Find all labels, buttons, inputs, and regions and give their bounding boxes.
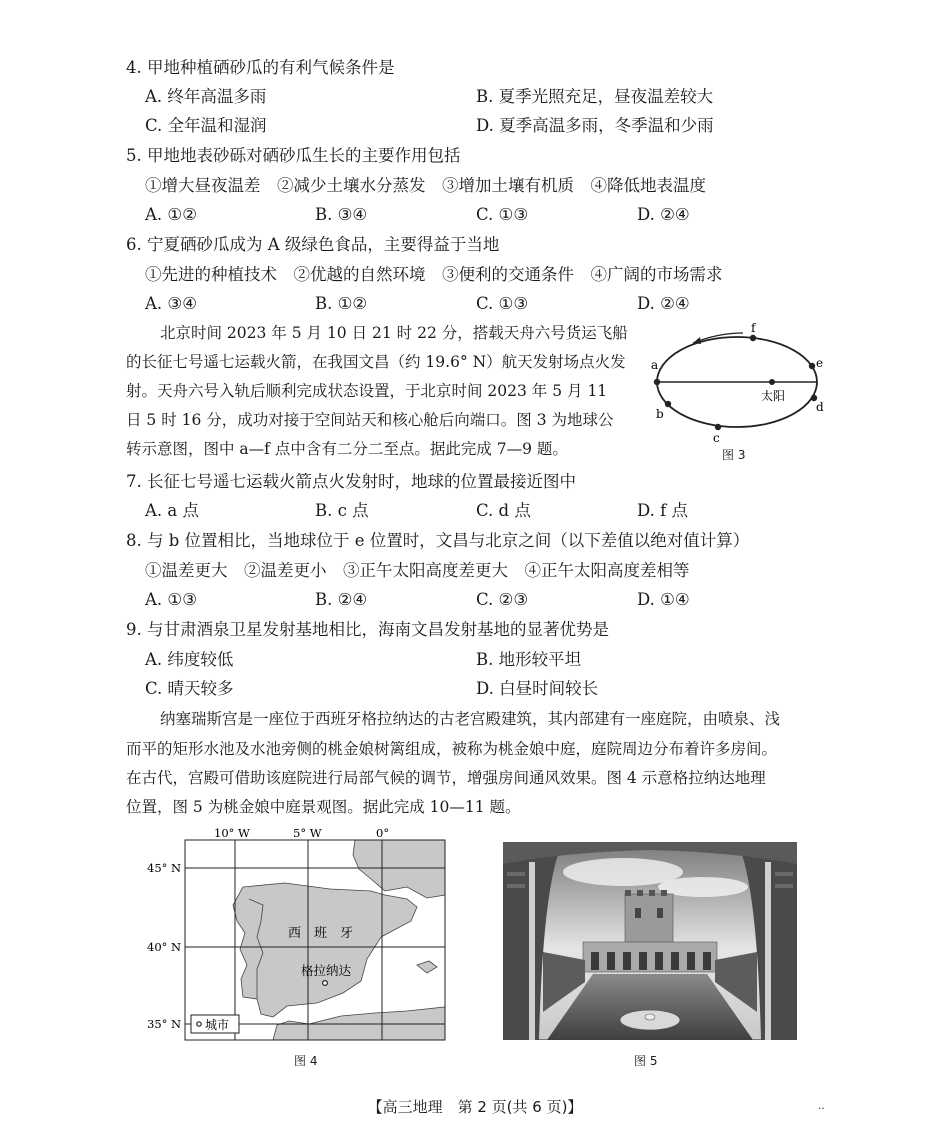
city-marker bbox=[323, 981, 328, 986]
q4-option-b[interactable]: B. 夏季光照充足，昼夜温差较大 bbox=[476, 87, 714, 106]
q7-option-c[interactable]: C. d 点 bbox=[476, 501, 531, 520]
q4-stem: 4. 甲地种植硒砂瓜的有利气候条件是 bbox=[126, 58, 395, 77]
label-c: c bbox=[713, 431, 720, 445]
country-label: 西 班 牙 bbox=[288, 926, 354, 941]
q8-items: ①温差更大 ②温差更小 ③正午太阳高度差更大 ④正午太阳高度差相等 bbox=[145, 561, 690, 580]
fig4-map bbox=[145, 825, 455, 1043]
q6-option-b[interactable]: B. ①② bbox=[315, 294, 368, 313]
lat-label: 35° N bbox=[147, 1017, 182, 1031]
q9-option-a[interactable]: A. 纬度较低 bbox=[145, 650, 234, 669]
lon-label: 0° bbox=[376, 826, 390, 840]
q4-option-d[interactable]: D. 夏季高温多雨，冬季温和少雨 bbox=[476, 116, 714, 135]
sun-label: 太阳 bbox=[761, 389, 786, 403]
q5-items: ①增大昼夜温差 ②减少土壤水分蒸发 ③增加土壤有机质 ④降低地表温度 bbox=[145, 176, 706, 195]
city-label: 格拉纳达 bbox=[301, 963, 352, 978]
passage1-line: 转示意图，图中 a—f 点中含有二分二至点。据此完成 7—9 题。 bbox=[126, 440, 568, 458]
orbit-point-f bbox=[750, 335, 756, 341]
q9-stem: 9. 与甘肃酒泉卫星发射基地相比，海南文昌发射基地的显著优势是 bbox=[126, 620, 609, 639]
fig4-caption: 图 4 bbox=[294, 1054, 318, 1068]
q5-stem: 5. 甲地地表砂砾对硒砂瓜生长的主要作用包括 bbox=[126, 146, 461, 165]
fig3-caption: 图 3 bbox=[722, 448, 746, 462]
q4-option-a[interactable]: A. 终年高温多雨 bbox=[145, 87, 267, 106]
lon-label: 10° W bbox=[214, 826, 250, 840]
q8-option-c[interactable]: C. ②③ bbox=[476, 590, 529, 609]
orbit-point-a bbox=[654, 379, 660, 385]
orbit-point-c bbox=[715, 424, 721, 430]
lat-label: 45° N bbox=[147, 861, 182, 875]
passage1-line: 北京时间 2023 年 5 月 10 日 21 时 22 分，搭载天舟六号货运飞船 bbox=[160, 324, 628, 342]
q5-option-d[interactable]: D. ②④ bbox=[637, 205, 690, 224]
lat-label: 40° N bbox=[147, 940, 182, 954]
passage2-line: 位置，图 5 为桃金娘中庭景观图。据此完成 10—11 题。 bbox=[126, 798, 521, 816]
arrowhead-icon bbox=[693, 337, 701, 344]
passage1-line: 日 5 时 16 分，成功对接于空间站天和核心舱后向端口。图 3 为地球公 bbox=[126, 411, 614, 429]
legend-label: 城市 bbox=[205, 1018, 230, 1032]
q7-option-d[interactable]: D. f 点 bbox=[637, 501, 688, 520]
label-e: e bbox=[816, 356, 824, 370]
passage2-line: 而平的矩形水池及水池旁侧的桃金娘树篱组成，被称为桃金娘中庭，庭院周边分布着许多房间。 bbox=[126, 740, 778, 758]
sun-dot bbox=[769, 379, 775, 385]
q9-option-b[interactable]: B. 地形较平坦 bbox=[476, 650, 582, 669]
passage2-line: 纳塞瑞斯宫是一座位于西班牙格拉纳达的古老宫殿建筑，其内部建有一座庭院，由喷泉、浅 bbox=[160, 710, 781, 728]
lon-label: 5° W bbox=[293, 826, 322, 840]
q9-option-c[interactable]: C. 晴天较多 bbox=[145, 679, 234, 698]
q5-option-b[interactable]: B. ③④ bbox=[315, 205, 368, 224]
q8-stem: 8. 与 b 位置相比，当地球位于 e 位置时，文昌与北京之间（以下差值以绝对值计算） bbox=[126, 531, 750, 550]
q6-items: ①先进的种植技术 ②优越的自然环境 ③便利的交通条件 ④广阔的市场需求 bbox=[145, 265, 723, 284]
q9-option-d[interactable]: D. 白昼时间较长 bbox=[476, 679, 599, 698]
label-a: a bbox=[651, 358, 659, 372]
passage2-line: 在古代，宫殿可借助该庭院进行局部气候的调节，增强房间通风效果。图 4 示意格拉纳达地理 bbox=[126, 769, 766, 787]
q8-option-d[interactable]: D. ①④ bbox=[637, 590, 690, 609]
q6-option-d[interactable]: D. ②④ bbox=[637, 294, 690, 313]
q8-option-b[interactable]: B. ②④ bbox=[315, 590, 368, 609]
passage1-line: 射。天舟六号入轨后顺利完成状态设置，于北京时间 2023 年 5 月 11 bbox=[126, 382, 608, 400]
legend-city-icon bbox=[197, 1022, 201, 1026]
q5-option-c[interactable]: C. ①③ bbox=[476, 205, 529, 224]
fig5-courtyard-photo bbox=[503, 842, 797, 1040]
q6-stem: 6. 宁夏硒砂瓜成为 A 级绿色食品，主要得益于当地 bbox=[126, 235, 500, 254]
q7-stem: 7. 长征七号遥七运载火箭点火发射时，地球的位置最接近图中 bbox=[126, 472, 576, 491]
label-b: b bbox=[656, 407, 664, 421]
q6-option-a[interactable]: A. ③④ bbox=[145, 294, 197, 313]
q4-option-c[interactable]: C. 全年温和湿润 bbox=[145, 116, 267, 135]
q5-option-a[interactable]: A. ①② bbox=[145, 205, 197, 224]
q7-option-b[interactable]: B. c 点 bbox=[315, 501, 369, 520]
corner-mark: ‥ bbox=[818, 1101, 825, 1112]
q7-option-a[interactable]: A. a 点 bbox=[145, 501, 199, 520]
passage1-line: 的长征七号遥七运载火箭，在我国文昌（约 19.6° N）航天发射场点火发 bbox=[126, 353, 626, 371]
page-footer: 【高三地理 第 2 页(共 6 页)】 bbox=[367, 1098, 583, 1116]
q8-option-a[interactable]: A. ①③ bbox=[145, 590, 197, 609]
orbit-point-b bbox=[665, 401, 671, 407]
fig5-caption: 图 5 bbox=[634, 1054, 658, 1068]
orbit-point-e bbox=[809, 363, 815, 369]
label-d: d bbox=[816, 400, 824, 414]
q6-option-c[interactable]: C. ①③ bbox=[476, 294, 529, 313]
label-f: f bbox=[751, 321, 756, 335]
